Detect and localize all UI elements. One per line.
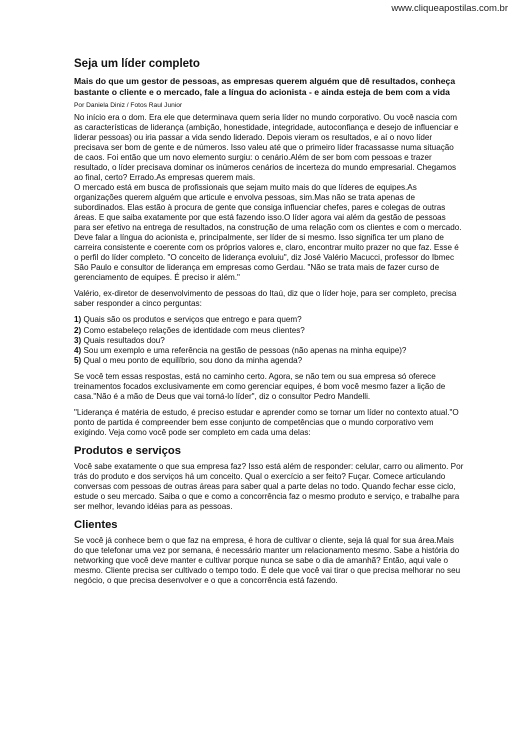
section-text-produtos: Você sabe exatamente o que sua empresa faz? Isso está além de responder: celular, carro ou alimento. Por trás do produto e dos serviços há um conceito. Qual o exercício a ser feito? Fuçar. Comece articulando conversas com pessoas de outras áreas para saber qual a parte delas no todo. Quando fechar esse ciclo, estude o seu mercado. Saiba o que e como a concorrência faz o mesmo produto e serviço, e trabalhe para ser melhor, levando idéias para as pessoas. (74, 462, 464, 512)
intro-paragraph-2: O mercado está em busca de profissionais que sejam muito mais do que líderes de equipes.As organizações querem alguém que articule e envolva pessoas, sim.Mas não se trata apenas de subordinados. Elas estão à procura de gente que consiga influenciar chefes, pares e colegas de outras áreas. E que saiba exatamente por que está fazendo isso.O líder agora vai além da gestão de pessoas para ser efetivo na entrega de resultados, na construção de uma relação com os clientes e com o mercado. Deve falar a língua do acionista e, principalmente, ser líder de si mesmo. Isso significa ter um plano de carreira consistente e coerente com os próprios valores e, claro, encontrar muito prazer no que faz. Esse é o perfil do líder completo. "O conceito de liderança evoluiu", diz José Valério Macucci, professor do Ibmec São Paulo e consultor de liderança em empresas como Gerdau. "Não se trata mais de fazer curso de gerenciamento de equipes. É preciso ir além." (74, 182, 462, 283)
question-number: 3) (74, 335, 82, 345)
after-paragraph-2: "Liderança é matéria de estudo, é preciso estudar e aprender como se tornar um líder no contexto atual."O ponto de partida é compreender bem esse conjunto de competências que o mundo corporativo vem exigindo. Veja como você pode ser completo em cada uma delas: (74, 407, 459, 437)
intro-paragraph-3: Valério, ex-diretor de desenvolvimento de pessoas do Itaú, diz que o líder hoje, para ser completo, precisa saber responder a cinco perguntas: (74, 289, 457, 309)
question-number: 2) (74, 325, 82, 335)
section-heading-clientes: Clientes (74, 519, 118, 532)
list-item (74, 336, 464, 346)
question-text: Como estabeleço relações de identidade com meus clientes? (83, 325, 305, 335)
question-text: Qual o meu ponto de equilíbrio, sou dono da minha agenda? (83, 355, 303, 365)
article-title: Seja um líder completo (74, 58, 200, 70)
questions-list (74, 315, 464, 365)
list-item (74, 356, 464, 366)
after-paragraph-1: Se você tem essas respostas, está no caminho certo. Agora, se não tem ou sua empresa só oferece treinamentos focados exclusivamente em como gerenciar equipes, é bom você mesmo fazer a lição de casa."Não é a mão de Deus que vai torná-lo líder", diz o consultor Pedro Mandelli. (74, 371, 446, 401)
question-number: 4) (74, 345, 82, 355)
question-text: Quais são os produtos e serviços que entrego e para quem? (83, 315, 302, 325)
section-heading-produtos: Produtos e serviços (74, 445, 181, 457)
question-number: 5) (74, 355, 82, 365)
site-url: www.cliqueapostilas.com.br (391, 3, 508, 14)
list-item (74, 315, 464, 325)
article-lead: Mais do que um gestor de pessoas, as empresas querem alguém que dê resultados, conheça bastante o cliente e o mercado, fale a língua do acionista - e ainda esteja de bem com a vida (74, 76, 456, 97)
question-number: 1) (74, 315, 82, 325)
article (74, 57, 464, 592)
question-text: Sou um exemplo e uma referência na gestão de pessoas (não apenas na minha equipe)? (83, 345, 407, 355)
list-item (74, 346, 464, 356)
list-item (74, 326, 464, 336)
question-text: Quais resultados dou? (83, 335, 165, 345)
article-byline: Por Daniela Diniz / Fotos Raul Junior (74, 101, 183, 109)
section-text-clientes: Se você já conhece bem o que faz na empresa, é hora de cultivar o cliente, seja lá qual for sua área.Mais do que telefonar uma vez por semana, é necessário manter um relacionamento mesmo. Sabe a história do networking que você deve manter e cultivar porque nunca se sabe o dia de amanhã? Então, aqui vale o mesmo. Cliente precisa ser cultivado o tempo todo. É dele que você vai tirar o que precisa melhorar no seu negócio, o que precisa desenvolver e o que a concorrência está fazendo. (74, 536, 461, 586)
intro-paragraph-1: No início era o dom. Era ele que determinava quem seria líder no mundo corporativo. Ou você nascia com as características de liderança (ambição, honestidade, integridade, autoconfiança e desejo de influenciar e liderar pessoas) ou iria passar a vida sendo liderado. Depois vieram os resultados, e aí o novo líder precisava ser bom de gente e de números. Isso valeu até que o primeiro líder fracassasse numa situação de caos. Foi então que um novo elemento surgiu: o cenário.Além de ser bom com pessoas e trazer resultado, o líder precisava dominar os inúmeros cenários de incerteza do mundo empresarial. Chegamos ao final, certo? Errado.As empresas querem mais. (74, 112, 459, 182)
